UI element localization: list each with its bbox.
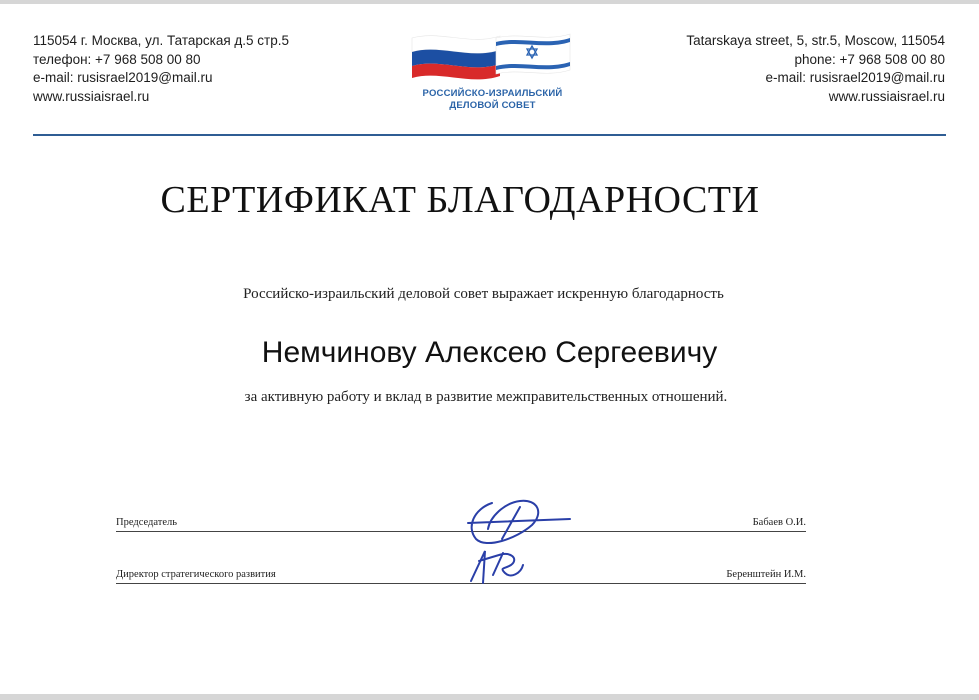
header-contacts-ru — [33, 32, 289, 106]
website-en: www.russiaisrael.ru — [828, 88, 945, 104]
phone-ru: телефон: +7 968 508 00 80 — [33, 51, 201, 67]
header-divider — [33, 134, 946, 136]
signature-row-chairman — [116, 514, 806, 532]
org-name-line1: РОССИЙСКО-ИЗРАИЛЬСКИЙ — [422, 88, 563, 99]
signature-row-director — [116, 566, 806, 584]
director-signature — [465, 545, 535, 587]
flags-emblem — [400, 26, 585, 86]
chairman-signature — [462, 495, 572, 550]
scan-edge-top — [0, 0, 979, 4]
org-name-line2: ДЕЛОВОЙ СОВЕТ — [449, 100, 536, 111]
website-ru: www.russiaisrael.ru — [33, 88, 150, 104]
recipient-name: Немчинову Алексею Сергеевичу — [261, 336, 718, 369]
phone-en: phone: +7 968 508 00 80 — [794, 51, 945, 67]
address-ru: 115054 г. Москва, ул. Татарская д.5 стр.5 — [33, 33, 290, 48]
gratitude-statement: Российско-израильский деловой совет выражает искренную благодарность — [243, 286, 724, 302]
email-en: e-mail: rusisrael2019@mail.ru — [765, 70, 945, 85]
address-en: Tatarskaya street, 5, str.5, Moscow, 115054 — [686, 33, 945, 48]
signer-role: Директор стратегического развития — [116, 569, 276, 580]
scan-edge-bottom — [0, 694, 979, 700]
signer-name: Бабаев О.И. — [752, 517, 806, 528]
signature-line — [116, 583, 806, 584]
signature-line — [116, 531, 806, 532]
header-contacts-en — [686, 32, 945, 106]
signer-role: Председатель — [116, 517, 178, 528]
signer-name: Беренштейн И.М. — [726, 569, 806, 580]
gratitude-reason: за активную работу и вклад в развитие межправительственных отношений. — [244, 389, 728, 405]
certificate-title: СЕРТИФИКАТ БЛАГОДАРНОСТИ — [160, 179, 760, 221]
council-logo — [400, 26, 585, 116]
email-ru: e-mail: rusisrael2019@mail.ru — [33, 70, 213, 85]
